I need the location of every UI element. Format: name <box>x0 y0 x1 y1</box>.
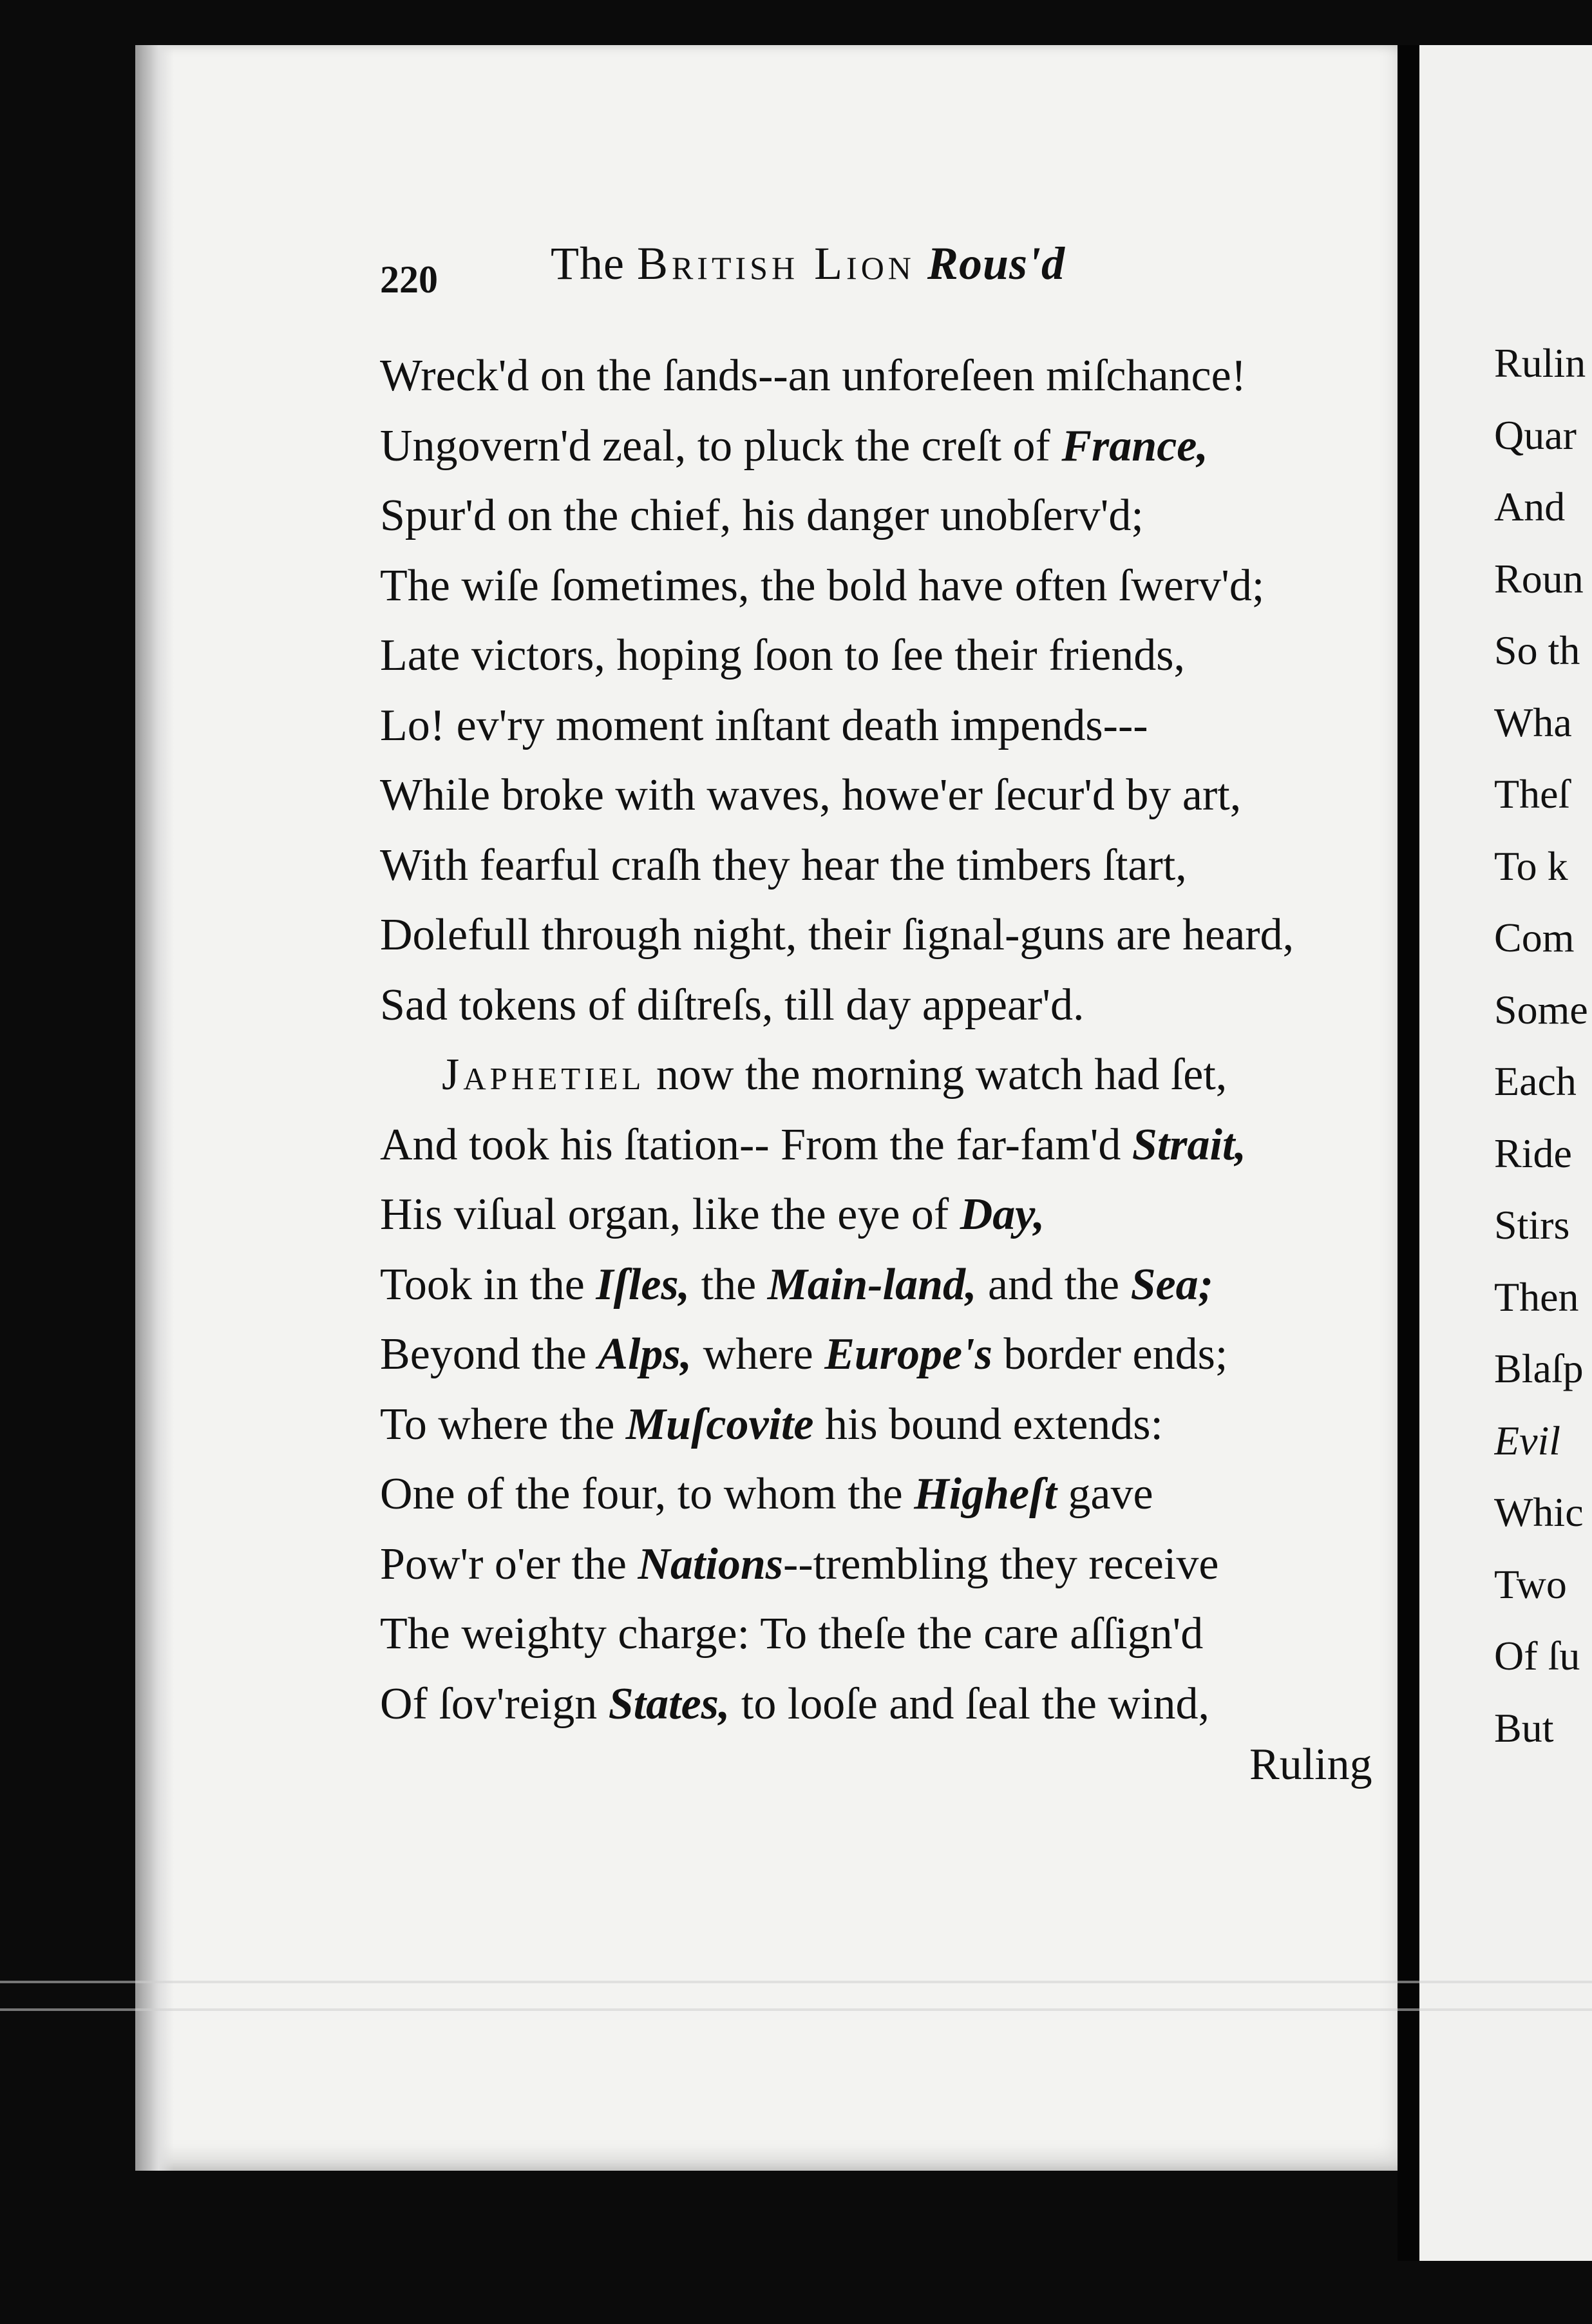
verse-line <box>380 1460 1385 1530</box>
verse-segment: Ungovern'd zeal, to pluck the creſt of <box>380 421 1062 471</box>
facing-page-line: Stirs <box>1494 1202 1570 1248</box>
facing-page-line: And <box>1494 484 1566 529</box>
facing-page-line: To k <box>1494 843 1568 889</box>
verse-segment: Late victors, hoping ſoon to ſee their friends, <box>380 631 1185 680</box>
italic-word: Iſles, <box>596 1259 690 1310</box>
verse-segment: Of ſov'reign <box>380 1679 609 1729</box>
verse-segment: The weighty charge: To theſe the care aſſign'd <box>380 1609 1204 1659</box>
catchword: Ruling <box>1249 1740 1372 1789</box>
scan-artifact-line <box>0 1981 1592 1983</box>
italic-word: Strait, <box>1132 1119 1246 1170</box>
verse-segment: Lo! ev'ry moment inſtant death impends--- <box>380 700 1148 750</box>
italic-word: States, <box>608 1679 730 1729</box>
verse-segment: Beyond the <box>380 1329 598 1379</box>
italic-word: Higheſt <box>914 1469 1057 1519</box>
italic-word: Europe's <box>824 1329 992 1379</box>
facing-page-line: Each <box>1494 1058 1577 1104</box>
verse-line <box>380 1110 1385 1181</box>
facing-page-text <box>1494 327 1592 1764</box>
page-number: 220 <box>380 258 438 301</box>
verse-line <box>380 1180 1385 1250</box>
facing-page-line: Roun <box>1494 555 1584 602</box>
verse-segment: and the <box>976 1259 1131 1310</box>
facing-page-line: Com <box>1494 915 1575 960</box>
page-edge-shadow <box>135 45 174 2171</box>
running-head <box>380 237 1346 301</box>
italic-word: Alps, <box>598 1329 692 1379</box>
verse-line <box>380 412 1385 482</box>
facing-page-line: Two <box>1494 1561 1567 1607</box>
facing-page-line: Whic <box>1494 1489 1584 1535</box>
running-head-prefix: The <box>551 238 637 289</box>
verse-segment: One of the four, to whom the <box>380 1469 914 1519</box>
verse-segment: --trembling they receive <box>783 1539 1219 1589</box>
verse-segment: And took his ſtation-- From the far-fam'd <box>380 1119 1132 1170</box>
facing-page-line: Quar <box>1494 412 1577 458</box>
book-gutter <box>1398 45 1419 2261</box>
verse-segment: Sad tokens of diſtreſs, till day appear'd. <box>380 980 1085 1030</box>
italic-word: Muſcovite <box>625 1399 814 1449</box>
facing-page-line: Rulin <box>1494 340 1586 386</box>
verse-line <box>380 1670 1385 1740</box>
verse-segment: where <box>692 1329 825 1379</box>
verse-segment: the <box>690 1259 768 1310</box>
smallcaps-name: Japhetiel <box>442 1050 645 1100</box>
verse-segment: While broke with waves, howe'er ſecur'd by art, <box>380 770 1242 820</box>
italic-word: France, <box>1061 421 1208 471</box>
verse-line <box>380 900 1385 971</box>
verse-line <box>380 481 1385 551</box>
verse-segment: gave <box>1056 1469 1153 1519</box>
verse-line <box>380 1250 1385 1320</box>
italic-word: Nations <box>638 1539 784 1589</box>
verse-segment: Dolefull through night, their ſignal-guns are heard, <box>380 910 1294 960</box>
verse-segment: With fearful craſh they hear the timbers ſtart, <box>380 840 1187 890</box>
facing-page-line: Ride <box>1494 1130 1572 1176</box>
italic-word: Day, <box>960 1190 1045 1239</box>
facing-page-line: So th <box>1494 627 1580 673</box>
verse-segment: his bound extends: <box>813 1399 1163 1449</box>
italic-word: Main-land, <box>767 1259 977 1310</box>
verse-segment: Spur'd on the chief, his danger unobſerv'd; <box>380 491 1144 540</box>
verse-segment: to looſe and ſeal the wind, <box>730 1679 1209 1729</box>
running-head-smallcaps: British Lion <box>636 238 915 289</box>
verse-segment: His viſual organ, like the eye of <box>380 1190 960 1239</box>
verse-line <box>380 551 1385 622</box>
verse-segment: The wiſe ſometimes, the bold have often ſwerv'd; <box>380 560 1265 611</box>
facing-page-line: Then <box>1494 1273 1579 1320</box>
verse-segment: now the morning watch had ſet, <box>645 1050 1227 1100</box>
facing-page-line: But <box>1494 1704 1554 1751</box>
verse-text <box>380 341 1385 1739</box>
verse-line <box>380 1530 1385 1600</box>
running-head-title <box>551 237 1065 290</box>
running-head-italic: Rous'd <box>927 238 1066 289</box>
verse-segment: Pow'r o'er the <box>380 1539 638 1589</box>
facing-page-line: Blaſp <box>1494 1346 1584 1391</box>
verse-line <box>380 621 1385 691</box>
verse-line <box>380 1599 1385 1670</box>
scan-artifact-line <box>0 2008 1592 2011</box>
facing-page-line: Of ſu <box>1494 1633 1580 1679</box>
facing-page-line: Some <box>1494 986 1588 1033</box>
verse-segment: Took in the <box>380 1259 596 1310</box>
verse-line <box>380 831 1385 901</box>
verse-line <box>380 341 1385 412</box>
italic-word: Sea; <box>1130 1259 1213 1310</box>
facing-page-line: Evil <box>1494 1417 1561 1463</box>
verse-segment: border ends; <box>992 1329 1228 1379</box>
verse-segment: To where the <box>380 1399 626 1449</box>
facing-page-line: Wha <box>1494 699 1572 745</box>
verse-segment: Wreck'd on the ſands--an unforeſeen miſchance! <box>380 351 1247 401</box>
facing-page-line: Theſ <box>1494 771 1570 817</box>
verse-line <box>380 971 1385 1041</box>
verse-line <box>380 761 1385 831</box>
verse-line <box>380 1390 1385 1460</box>
verse-line <box>380 1040 1385 1110</box>
verse-line <box>380 1320 1385 1390</box>
verse-line <box>380 691 1385 761</box>
